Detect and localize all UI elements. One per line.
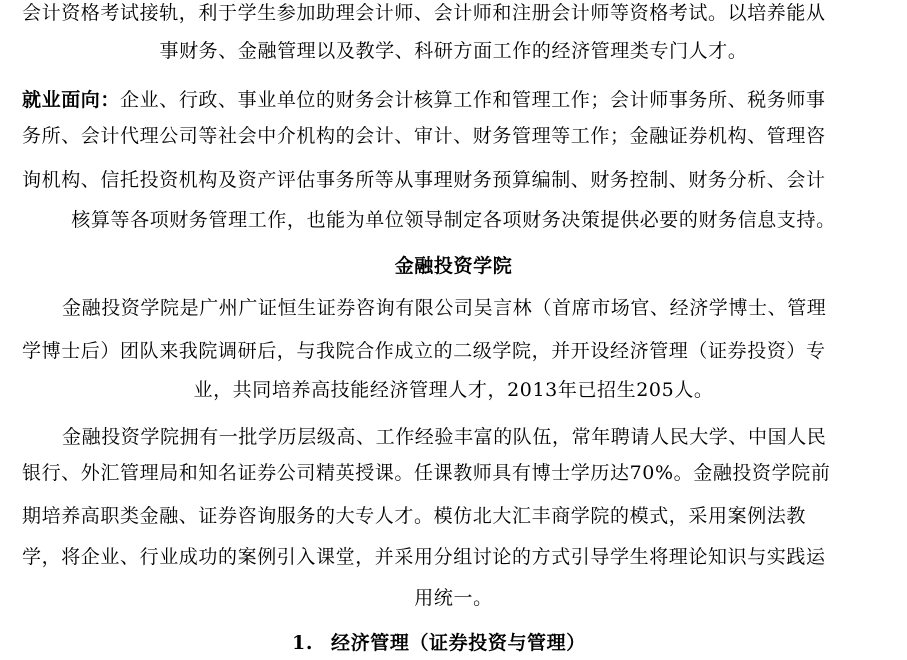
employment-line-1 <box>22 87 826 113</box>
para2-line-4: 学，将企业、行业成功的案例引入课堂，并采用分组讨论的方式引导学生将理论知识与实践运 <box>22 546 826 568</box>
intro-line-1: 会计资格考试接轨，利于学生参加助理会计师、会计师和注册会计师等资格考试。以培养能从 <box>22 2 826 24</box>
employment-line-3: 询机构、信托投资机构及资产评估事务所等从事理财务预算编制、财务控制、财务分析、会计 <box>22 169 826 191</box>
para1-line-2: 学博士后）团队来我院调研后，与我院合作成立的二级学院，并开设经济管理（证券投资）专 <box>22 340 826 362</box>
para2-line-5: 用统一。 <box>414 587 493 609</box>
para1-line-1: 金融投资学院是广州广证恒生证券咨询有限公司吴言林（首席市场官、经济学博士、管理 <box>62 297 827 319</box>
employment-line-4: 核算等各项财务管理工作，也能为单位领导制定各项财务决策提供必要的财务信息支持。 <box>71 209 836 231</box>
para1-line-3: 业，共同培养高技能经济管理人才，2013年已招生205人。 <box>193 379 714 401</box>
intro-line-2: 事财务、金融管理以及教学、科研方面工作的经济管理类专门人才。 <box>159 40 748 62</box>
para2-line-3: 期培养高职类金融、证券咨询服务的大专人才。模仿北大汇丰商学院的模式，采用案例法教 <box>22 505 807 527</box>
employment-label: 就业面向： <box>22 89 121 111</box>
para2-line-2: 银行、外汇管理局和知名证券公司精英授课。任课教师具有博士学历达70%。金融投资学院前 <box>22 462 831 484</box>
section-heading-1 <box>292 630 586 656</box>
employment-text: 企业、行政、事业单位的财务会计核算工作和管理工作；会计师事务所、税务师事 <box>120 89 826 111</box>
section-title: 金融投资学院 <box>394 255 513 277</box>
heading-number: 1. <box>292 632 314 654</box>
employment-line-2: 务所、会计代理公司等社会中介机构的会计、审计、财务管理等工作；金融证券机构、管理咨 <box>22 125 826 147</box>
heading-title: 经济管理（证券投资与管理） <box>331 632 586 654</box>
para2-line-1: 金融投资学院拥有一批学历层级高、工作经验丰富的队伍，常年聘请人民大学、中国人民 <box>62 426 827 448</box>
